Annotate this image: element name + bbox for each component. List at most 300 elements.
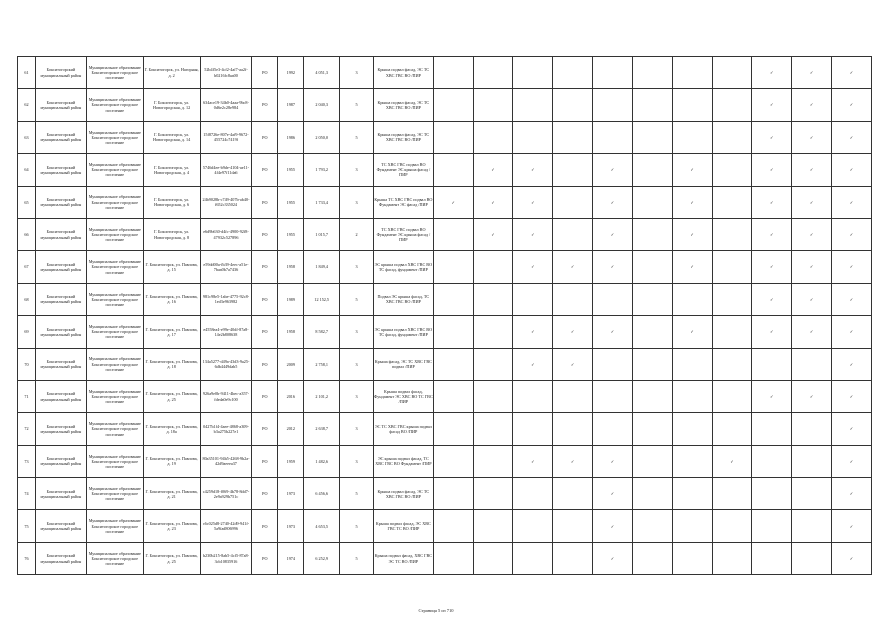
district-cell: Бокситогорский муниципальный район: [35, 154, 86, 186]
works-cell: Крыша ТС ХВС ГВС подвал ВО Фундамент ЭС фасад /ПИР: [373, 186, 433, 218]
table-row: [18, 413, 872, 445]
works-cell: ЭС ТС ХВС ГВС крыша подвал фасад ВО /ПИР: [373, 413, 433, 445]
settlement-cell: Муниципальное образование Бокситогорское городское поселение: [86, 186, 143, 218]
work-type-cell: [553, 89, 593, 121]
year-cell: 1958: [278, 251, 304, 283]
work-type-cell: [832, 542, 872, 574]
work-type-cell: [712, 413, 752, 445]
floors-cell: 5: [340, 283, 374, 315]
ro-cell: РО: [252, 413, 278, 445]
address-cell: Г. Бокситогорск, ул. Павлова, д. 19: [143, 445, 200, 477]
work-type-cell: [712, 542, 752, 574]
check-mark-icon: ✓: [849, 134, 854, 140]
work-type-cell: [792, 89, 832, 121]
year-cell: 1974: [278, 542, 304, 574]
settlement-cell: Муниципальное образование Бокситогорское городское поселение: [86, 218, 143, 250]
work-type-cell: [593, 380, 633, 412]
fias-id-cell: c4259d18-f069-4b78-8dd7-2e9a929b751c: [200, 478, 252, 510]
work-type-cell: [672, 510, 712, 542]
address-cell: Г. Бокситогорск, ул. Павлова, д. 15: [143, 251, 200, 283]
work-type-cell: [513, 154, 553, 186]
ro-cell: РО: [252, 186, 278, 218]
check-mark-icon: ✓: [690, 199, 694, 205]
work-type-cell: [712, 218, 752, 250]
work-type-cell: [752, 186, 792, 218]
district-cell: Бокситогорский муниципальный район: [35, 445, 86, 477]
year-cell: 1959: [278, 445, 304, 477]
works-cell: ТС ХВС ГВС подвал ВО Фундамент ЭС крыша фасад /ПИР: [373, 218, 433, 250]
works-cell: ЭС крыша подвал фасад, ТС ХВС ГВС ВО Фундамент /ПИР: [373, 445, 433, 477]
year-cell: 1992: [278, 57, 304, 89]
check-mark-icon: ✓: [849, 102, 854, 108]
work-type-cell: [593, 218, 633, 250]
fias-id-cell: b230b215-8ab5-4cf5-87a8-3cb10835916: [200, 542, 252, 574]
fias-id-cell: 981c98e5-1abe-4775-92c8-1ed3e963982: [200, 283, 252, 315]
district-cell: Бокситогорский муниципальный район: [35, 510, 86, 542]
address-cell: Г. Бокситогорск, ул. Новогородская, д. 14: [143, 121, 200, 153]
work-type-cell: [433, 348, 473, 380]
table-row: [18, 251, 872, 283]
floors-cell: 3: [340, 380, 374, 412]
work-type-cell: [672, 186, 712, 218]
area-cell: 4 653,5: [304, 510, 340, 542]
work-type-cell: [473, 154, 513, 186]
check-mark-icon: ✓: [809, 232, 814, 238]
work-type-cell: [632, 413, 672, 445]
check-mark-icon: ✓: [610, 232, 615, 238]
fias-id-cell: 24b9028b-c749-407b-ab40-f652c335024: [200, 186, 252, 218]
work-type-cell: [832, 283, 872, 315]
work-type-cell: [632, 186, 672, 218]
check-mark-icon: ✓: [849, 523, 854, 529]
address-cell: Г. Бокситогорск, ул. Павлова, д. 16: [143, 283, 200, 315]
ro-cell: РО: [252, 283, 278, 315]
row-number-cell: 63: [18, 121, 36, 153]
work-type-cell: [752, 251, 792, 283]
works-cell: Крыша подвал фасад, ХВС ГВС ЭС ТС ВО /ПИР: [373, 542, 433, 574]
year-cell: 1986: [278, 121, 304, 153]
check-mark-icon: ✓: [690, 232, 694, 238]
check-mark-icon: ✓: [610, 555, 615, 561]
check-mark-icon: ✓: [809, 167, 814, 173]
work-type-cell: [752, 154, 792, 186]
work-type-cell: [792, 316, 832, 348]
work-type-cell: [593, 445, 633, 477]
work-type-cell: [553, 218, 593, 250]
row-number-cell: 70: [18, 348, 36, 380]
district-cell: Бокситогорский муниципальный район: [35, 316, 86, 348]
check-mark-icon: ✓: [809, 102, 814, 108]
check-mark-icon: ✓: [531, 458, 535, 464]
work-type-cell: [593, 348, 633, 380]
fias-id-cell: 80a35101-94b5-4268-9b2a-42d9aeeea37: [200, 445, 252, 477]
check-mark-icon: ✓: [610, 523, 615, 529]
district-cell: Бокситогорский муниципальный район: [35, 89, 86, 121]
work-type-cell: [672, 283, 712, 315]
check-mark-icon: ✓: [491, 167, 495, 173]
row-number-cell: 66: [18, 218, 36, 250]
work-type-cell: [752, 89, 792, 121]
fias-id-cell: e6d9b630-d4fc-4900-92f8-47932c527896: [200, 218, 252, 250]
work-type-cell: [513, 413, 553, 445]
work-type-cell: [632, 478, 672, 510]
row-number-cell: 67: [18, 251, 36, 283]
floors-cell: 5: [340, 89, 374, 121]
check-mark-icon: ✓: [770, 134, 774, 140]
work-type-cell: [752, 445, 792, 477]
area-cell: 1 015,7: [304, 218, 340, 250]
check-mark-icon: ✓: [849, 232, 854, 238]
address-cell: Г. Бокситогорск, ул. Новогородская, д. 6: [143, 186, 200, 218]
table-row: [18, 348, 872, 380]
settlement-cell: Муниципальное образование Бокситогорское городское поселение: [86, 413, 143, 445]
work-type-cell: [672, 316, 712, 348]
district-cell: Бокситогорский муниципальный район: [35, 478, 86, 510]
work-type-cell: [593, 89, 633, 121]
ro-cell: РО: [252, 218, 278, 250]
check-mark-icon: ✓: [849, 329, 854, 335]
settlement-cell: Муниципальное образование Бокситогорское городское поселение: [86, 121, 143, 153]
table-row: [18, 478, 872, 510]
settlement-cell: Муниципальное образование Бокситогорское городское поселение: [86, 57, 143, 89]
area-cell: 4 051,3: [304, 57, 340, 89]
floors-cell: 3: [340, 445, 374, 477]
works-cell: Крыша подвал фасад, ЭС ТС ХВС ГВС ВО /ПИР: [373, 121, 433, 153]
year-cell: 1987: [278, 89, 304, 121]
check-mark-icon: ✓: [570, 329, 575, 335]
work-type-cell: [672, 478, 712, 510]
district-cell: Бокситогорский муниципальный район: [35, 186, 86, 218]
check-mark-icon: ✓: [770, 102, 774, 108]
floors-cell: 2: [340, 218, 374, 250]
work-type-cell: [672, 413, 712, 445]
floors-cell: 5: [340, 542, 374, 574]
settlement-cell: Муниципальное образование Бокситогорское городское поселение: [86, 251, 143, 283]
work-type-cell: [672, 57, 712, 89]
work-type-cell: [473, 380, 513, 412]
check-mark-icon: ✓: [770, 329, 774, 335]
work-type-cell: [752, 57, 792, 89]
ro-cell: РО: [252, 89, 278, 121]
work-type-cell: [672, 542, 712, 574]
work-type-cell: [433, 57, 473, 89]
work-type-cell: [672, 89, 712, 121]
area-cell: 8 582,7: [304, 316, 340, 348]
work-type-cell: [593, 57, 633, 89]
work-type-cell: [433, 380, 473, 412]
works-cell: Подвал ЭС крыша фасад, ТС ХВС ГВС ВО /ПИР: [373, 283, 433, 315]
check-mark-icon: ✓: [531, 199, 535, 205]
settlement-cell: Муниципальное образование Бокситогорское городское поселение: [86, 510, 143, 542]
address-cell: Г. Бокситогорск, ул. Павлова, д. 21: [143, 478, 200, 510]
work-type-cell: [473, 121, 513, 153]
work-type-cell: [513, 251, 553, 283]
address-cell: Г. Бокситогорск, ул. Павлова, д. 25: [143, 542, 200, 574]
check-mark-icon: ✓: [770, 199, 774, 205]
work-type-cell: [433, 89, 473, 121]
area-cell: 2 101,2: [304, 380, 340, 412]
table-row: [18, 218, 872, 250]
row-number-cell: 68: [18, 283, 36, 315]
fias-id-cell: 926a9e0b-9411-4bec-a357-fdeda0e9c100: [200, 380, 252, 412]
check-mark-icon: ✓: [809, 264, 814, 270]
work-type-cell: [792, 154, 832, 186]
check-mark-icon: ✓: [451, 199, 455, 205]
work-type-cell: [832, 510, 872, 542]
check-mark-icon: ✓: [610, 458, 615, 464]
check-mark-icon: ✓: [849, 167, 854, 173]
works-cell: Крыша подвал фасад, ЭС ХВС ГВС ТС ВО /ПИР: [373, 510, 433, 542]
work-type-cell: [792, 283, 832, 315]
check-mark-icon: ✓: [531, 232, 535, 238]
work-type-cell: [712, 283, 752, 315]
district-cell: Бокситогорский муниципальный район: [35, 283, 86, 315]
work-type-cell: [513, 478, 553, 510]
check-mark-icon: ✓: [809, 134, 814, 140]
table-row: [18, 283, 872, 315]
floors-cell: 3: [340, 186, 374, 218]
work-type-cell: [553, 283, 593, 315]
address-cell: Г. Бокситогорск, ул. Новогородская, д. 12: [143, 89, 200, 121]
work-type-cell: [632, 542, 672, 574]
work-type-cell: [593, 542, 633, 574]
area-cell: 1 482,6: [304, 445, 340, 477]
work-type-cell: [553, 542, 593, 574]
ro-cell: РО: [252, 380, 278, 412]
floors-cell: 3: [340, 251, 374, 283]
year-cell: 1955: [278, 218, 304, 250]
settlement-cell: Муниципальное образование Бокситогорское городское поселение: [86, 380, 143, 412]
check-mark-icon: ✓: [570, 458, 575, 464]
year-cell: 2016: [278, 380, 304, 412]
work-type-cell: [712, 510, 752, 542]
work-type-cell: [513, 445, 553, 477]
work-type-cell: [792, 348, 832, 380]
ro-cell: РО: [252, 348, 278, 380]
check-mark-icon: ✓: [570, 361, 575, 367]
work-type-cell: [832, 154, 872, 186]
floors-cell: 5: [340, 121, 374, 153]
fias-id-cell: e4558ea4-e99e-40df-87a8-14e2b808638: [200, 316, 252, 348]
work-type-cell: [433, 283, 473, 315]
work-type-cell: [593, 413, 633, 445]
work-type-cell: [712, 478, 752, 510]
work-type-cell: [553, 316, 593, 348]
work-type-cell: [433, 121, 473, 153]
work-type-cell: [712, 380, 752, 412]
table-row: [18, 154, 872, 186]
work-type-cell: [473, 57, 513, 89]
check-mark-icon: ✓: [809, 199, 814, 205]
check-mark-icon: ✓: [809, 329, 814, 335]
year-cell: 1955: [278, 154, 304, 186]
work-type-cell: [593, 154, 633, 186]
settlement-cell: Муниципальное образование Бокситогорское городское поселение: [86, 542, 143, 574]
work-type-cell: [752, 510, 792, 542]
fias-id-cell: 0427b1f4-4aee-4868-a309-b3a275b227e1: [200, 413, 252, 445]
work-type-cell: [632, 218, 672, 250]
district-cell: Бокситогорский муниципальный район: [35, 251, 86, 283]
work-type-cell: [632, 154, 672, 186]
work-type-cell: [433, 478, 473, 510]
work-type-cell: [513, 542, 553, 574]
work-type-cell: [672, 348, 712, 380]
work-type-cell: [792, 121, 832, 153]
fias-id-cell: 5746d4ee-b9de-4104-ae11-4f4e97f11da6: [200, 154, 252, 186]
check-mark-icon: ✓: [809, 70, 814, 76]
settlement-cell: Муниципальное образование Бокситогорское городское поселение: [86, 478, 143, 510]
check-mark-icon: ✓: [531, 264, 535, 270]
floors-cell: 5: [340, 510, 374, 542]
work-type-cell: [433, 413, 473, 445]
work-type-cell: [792, 380, 832, 412]
area-cell: 1 733,4: [304, 186, 340, 218]
table-body: [18, 57, 872, 575]
settlement-cell: Муниципальное образование Бокситогорское городское поселение: [86, 316, 143, 348]
check-mark-icon: ✓: [491, 199, 495, 205]
settlement-cell: Муниципальное образование Бокситогорское городское поселение: [86, 445, 143, 477]
year-cell: 1973: [278, 510, 304, 542]
check-mark-icon: ✓: [849, 555, 854, 561]
work-type-cell: [473, 542, 513, 574]
row-number-cell: 64: [18, 154, 36, 186]
check-mark-icon: ✓: [610, 329, 615, 335]
work-type-cell: [473, 413, 513, 445]
address-cell: Г. Бокситогорск, ул. Павлова, д. 17: [143, 316, 200, 348]
work-type-cell: [752, 478, 792, 510]
work-type-cell: [792, 445, 832, 477]
work-type-cell: [832, 380, 872, 412]
work-type-cell: [593, 510, 633, 542]
work-type-cell: [473, 348, 513, 380]
work-type-cell: [752, 283, 792, 315]
check-mark-icon: ✓: [770, 70, 774, 76]
work-type-cell: [553, 510, 593, 542]
work-type-cell: [752, 413, 792, 445]
work-type-cell: [752, 218, 792, 250]
year-cell: 1973: [278, 478, 304, 510]
row-number-cell: 73: [18, 445, 36, 477]
work-type-cell: [473, 186, 513, 218]
check-mark-icon: ✓: [730, 458, 734, 464]
work-type-cell: [553, 380, 593, 412]
check-mark-icon: ✓: [690, 264, 694, 270]
work-type-cell: [433, 186, 473, 218]
work-type-cell: [832, 251, 872, 283]
fias-id-cell: 15f8726e-807e-4af9-9672-455724c7419f: [200, 121, 252, 153]
housing-repair-table: [17, 56, 872, 575]
work-type-cell: [593, 186, 633, 218]
work-type-cell: [433, 510, 473, 542]
work-type-cell: [553, 478, 593, 510]
work-type-cell: [433, 445, 473, 477]
area-cell: 2 050,0: [304, 121, 340, 153]
settlement-cell: Муниципальное образование Бокситогорское городское поселение: [86, 89, 143, 121]
work-type-cell: [513, 186, 553, 218]
floors-cell: 3: [340, 348, 374, 380]
ro-cell: РО: [252, 445, 278, 477]
works-cell: Крыша подвал фасад, ЭС ТС ХВС ГВС ВО /ПИР: [373, 89, 433, 121]
work-type-cell: [513, 316, 553, 348]
work-type-cell: [553, 121, 593, 153]
work-type-cell: [513, 348, 553, 380]
ro-cell: РО: [252, 542, 278, 574]
work-type-cell: [632, 251, 672, 283]
work-type-cell: [632, 316, 672, 348]
work-type-cell: [712, 251, 752, 283]
check-mark-icon: ✓: [849, 264, 854, 270]
floors-cell: 3: [340, 154, 374, 186]
work-type-cell: [672, 445, 712, 477]
work-type-cell: [632, 380, 672, 412]
work-type-cell: [752, 121, 792, 153]
work-type-cell: [433, 542, 473, 574]
settlement-cell: Муниципальное образование Бокситогорское городское поселение: [86, 348, 143, 380]
floors-cell: 3: [340, 316, 374, 348]
work-type-cell: [513, 283, 553, 315]
work-type-cell: [593, 121, 633, 153]
check-mark-icon: ✓: [610, 264, 615, 270]
address-cell: Г. Бокситогорск, ул. Нагорная, д. 2: [143, 57, 200, 89]
year-cell: 1955: [278, 186, 304, 218]
address-cell: Г. Бокситогорск, ул. Павлова, д. 23: [143, 510, 200, 542]
work-type-cell: [712, 316, 752, 348]
district-cell: Бокситогорский муниципальный район: [35, 348, 86, 380]
check-mark-icon: ✓: [849, 296, 854, 302]
work-type-cell: [792, 218, 832, 250]
work-type-cell: [632, 89, 672, 121]
check-mark-icon: ✓: [849, 361, 854, 367]
year-cell: 1989: [278, 283, 304, 315]
table-row: [18, 186, 872, 218]
work-type-cell: [553, 57, 593, 89]
work-type-cell: [513, 57, 553, 89]
floors-cell: 3: [340, 57, 374, 89]
work-type-cell: [832, 445, 872, 477]
work-type-cell: [712, 121, 752, 153]
ro-cell: РО: [252, 57, 278, 89]
row-number-cell: 72: [18, 413, 36, 445]
check-mark-icon: ✓: [849, 491, 854, 497]
row-number-cell: 74: [18, 478, 36, 510]
ro-cell: РО: [252, 316, 278, 348]
fias-id-cell: 52b4f5e3-4cf2-4af7-aa2f-b0216fc8aa00: [200, 57, 252, 89]
work-type-cell: [433, 251, 473, 283]
work-type-cell: [632, 510, 672, 542]
work-type-cell: [473, 283, 513, 315]
check-mark-icon: ✓: [849, 394, 854, 399]
check-mark-icon: ✓: [849, 458, 854, 464]
row-number-cell: 75: [18, 510, 36, 542]
work-type-cell: [832, 348, 872, 380]
work-type-cell: [513, 121, 553, 153]
area-cell: 1 849,4: [304, 251, 340, 283]
check-mark-icon: ✓: [610, 167, 615, 173]
works-cell: ТС ХВС ГВС подвал ВО Фундамент ЭС крыша фасад /ПИР: [373, 154, 433, 186]
work-type-cell: [672, 121, 712, 153]
works-cell: Крыша подвал фасад, ЭС ТС ХВС ГВС ВО /ПИР: [373, 57, 433, 89]
work-type-cell: [553, 154, 593, 186]
check-mark-icon: ✓: [849, 199, 854, 205]
floors-cell: 5: [340, 478, 374, 510]
check-mark-icon: ✓: [491, 232, 495, 238]
check-mark-icon: ✓: [770, 167, 774, 173]
work-type-cell: [553, 348, 593, 380]
check-mark-icon: ✓: [690, 167, 694, 173]
check-mark-icon: ✓: [610, 491, 615, 497]
work-type-cell: [433, 316, 473, 348]
works-cell: Крыша подвал фасад, Фундамент ЭС ХВС ВО ТС ГВС /ПИР: [373, 380, 433, 412]
